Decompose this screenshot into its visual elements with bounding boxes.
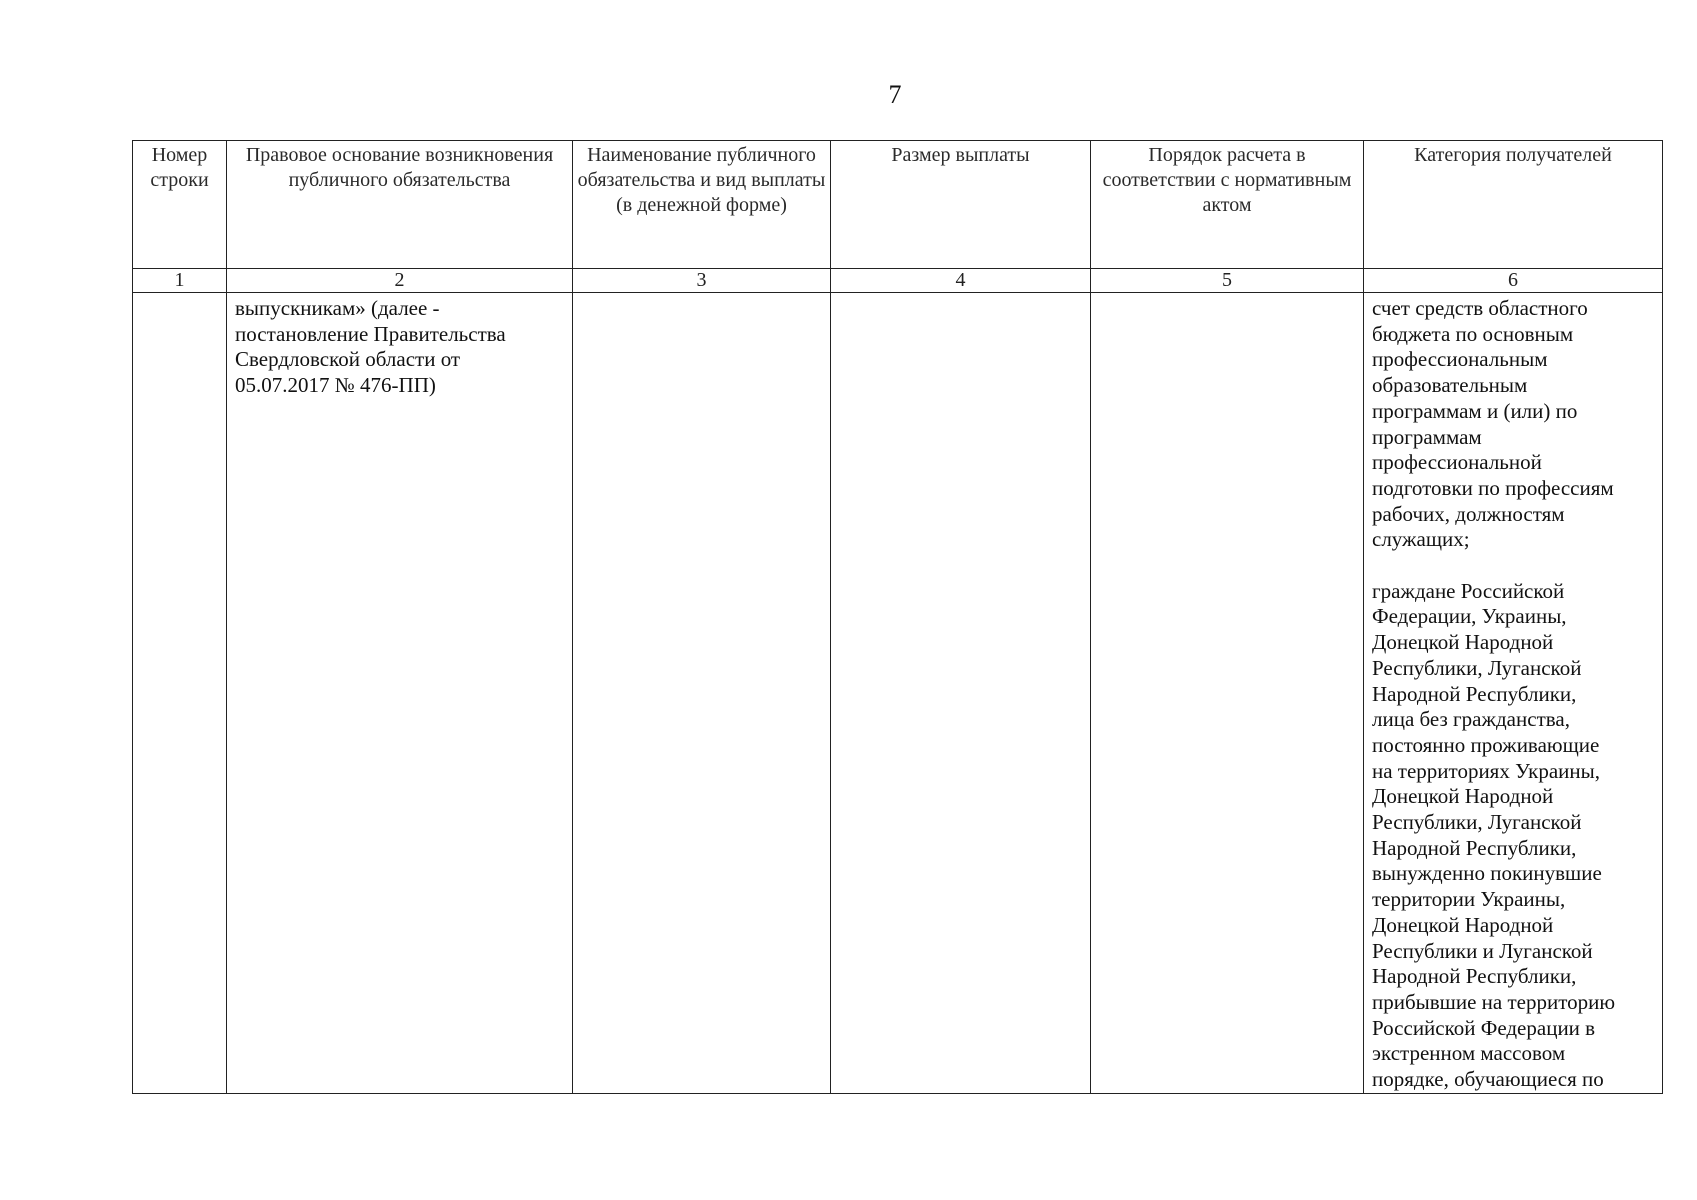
column-number: 6	[1364, 269, 1663, 293]
cell-row-number	[133, 293, 227, 1094]
cell-recipient-category	[1364, 293, 1663, 1094]
column-number: 2	[227, 269, 573, 293]
header-recipient-category: Категория получателей	[1364, 141, 1663, 269]
cell-obligation-name	[573, 293, 831, 1094]
cell-row-number-text	[133, 293, 226, 296]
table-row	[133, 293, 1663, 1094]
column-number-row	[133, 269, 1663, 293]
page-number: 7	[888, 80, 902, 109]
column-number: 5	[1091, 269, 1364, 293]
header-calculation-order: Порядок расчета в соответствии с нормативным актом	[1091, 141, 1364, 269]
cell-legal-basis	[227, 293, 573, 1094]
table-header-row	[133, 141, 1663, 269]
cell-recipient-category-text: счет средств областного бюджета по основным профессиональным образовательным программам и (или) по программам профессиональной подготовки по профессиям рабочих, должностям служащих; граждане Российской Федерации, Украины, Донецкой Народной Республики, Луганской Народной Республики, лица без гражданства, постоянно проживающие на территориях Украины, Донецкой Народной Республики, Луганской Народной Республики, вынужденно покинувшие территории Украины, Донецкой Народной Республики и Луганской Народной Республики, прибывшие на территорию Российской Федерации в экстренном массовом порядке, обучающиеся по	[1372, 296, 1616, 1092]
header-legal-basis: Правовое основание возникновения публичного обязательства	[227, 141, 573, 269]
cell-payment-size	[831, 293, 1091, 1094]
column-number: 1	[133, 269, 227, 293]
cell-payment-size-text	[831, 293, 1090, 296]
cell-obligation-name-text	[573, 293, 830, 296]
header-row-number: Номер строки	[133, 141, 227, 269]
header-obligation-name: Наименование публичного обязательства и вид выплаты (в денежной форме)	[573, 141, 831, 269]
cell-calculation-order-text	[1091, 293, 1363, 296]
cell-calculation-order	[1091, 293, 1364, 1094]
column-number: 4	[831, 269, 1091, 293]
header-payment-size: Размер выплаты	[831, 141, 1091, 269]
column-number: 3	[573, 269, 831, 293]
cell-legal-basis-text: выпускникам» (далее - постановление Правительства Свердловской области от 05.07.2017 № 476-ПП)	[235, 296, 506, 398]
payments-table	[132, 140, 1663, 1094]
